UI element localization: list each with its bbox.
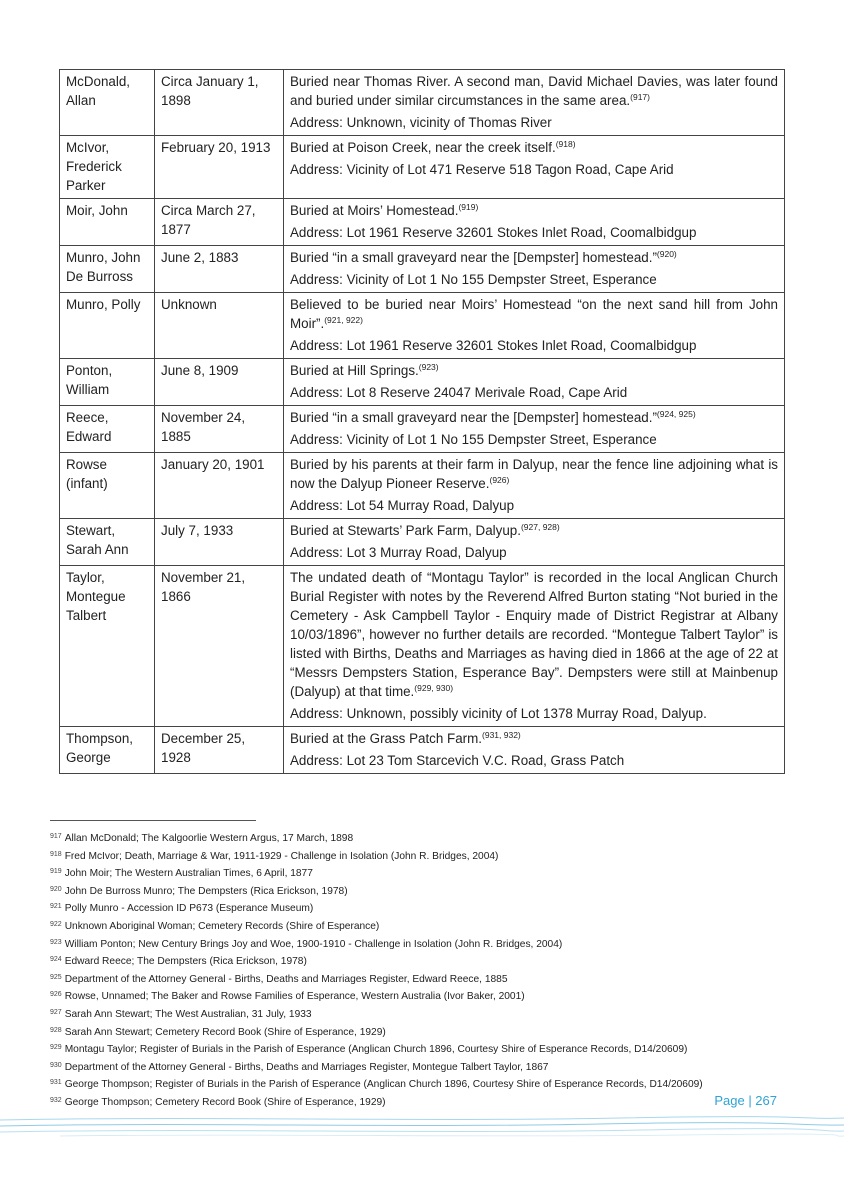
burial-address: Address: Vicinity of Lot 471 Reserve 518 Tagon Road, Cape Arid: [290, 162, 674, 177]
footnote-divider: [50, 820, 256, 821]
date-cell: [155, 70, 284, 136]
burial-address: Address: Vicinity of Lot 1 No 155 Dempster Street, Esperance: [290, 272, 657, 287]
footnote-reference: (924, 925): [656, 409, 696, 419]
description-text: Buried at Stewarts’ Park Farm, Dalyup.: [290, 523, 521, 538]
footnote: [50, 882, 810, 900]
name-cell: [60, 293, 155, 359]
footnote: [50, 970, 810, 988]
burial-date: February 20, 1913: [161, 140, 271, 155]
footnote: [50, 1023, 810, 1041]
footnote-number: 931: [50, 1079, 62, 1087]
burial-description: [290, 408, 778, 427]
detail-cell: [284, 136, 785, 199]
footnote: [50, 917, 810, 935]
footnote-number: 917: [50, 833, 62, 840]
footnote-number: 926: [50, 991, 62, 999]
footnotes-list: [50, 829, 810, 1111]
detail-cell: [284, 359, 785, 406]
burial-date: December 25, 1928: [161, 731, 246, 765]
detail-cell: [284, 727, 785, 774]
person-name: McIvor, Frederick Parker: [66, 140, 122, 193]
footnote-reference: (927, 928): [520, 522, 560, 532]
footnote-number: 925: [50, 973, 62, 981]
footnote-number: 924: [50, 956, 62, 964]
table-row: [60, 566, 785, 727]
burial-description: [290, 521, 778, 540]
date-cell: [155, 453, 284, 519]
burial-date: November 21, 1866: [161, 570, 246, 604]
footnote: [50, 1058, 810, 1076]
burial-address: Address: Lot 54 Murray Road, Dalyup: [290, 498, 515, 513]
footnote: [50, 935, 810, 953]
table-row: [60, 199, 785, 246]
name-cell: [60, 566, 155, 727]
footer-wave-decoration: [0, 1108, 844, 1144]
name-cell: [60, 359, 155, 406]
table-row: [60, 519, 785, 566]
burial-address: Address: Unknown, possibly vicinity of Lot 1378 Murray Road, Dalyup.: [290, 706, 707, 721]
description-text: Buried at Poison Creek, near the creek itself.: [290, 140, 556, 155]
footnote-text: George Thompson; Register of Burials in the Parish of Esperance (Anglican Church 1896, Courtesy Shire of Esperance Records, D14/20609): [64, 1079, 703, 1091]
footnote-number: 921: [50, 903, 62, 911]
detail-cell: [284, 406, 785, 453]
wave-line-4: [60, 1134, 844, 1136]
detail-cell: [284, 293, 785, 359]
footnote: [50, 1040, 810, 1058]
description-text: Buried “in a small graveyard near the [Dempster] homestead.”: [290, 250, 657, 265]
burial-description: [290, 729, 778, 748]
footnote-text: Fred McIvor; Death, Marriage & War, 1911-1929 - Challenge in Isolation (John R. Bridges, 2004): [64, 850, 499, 862]
footnote-number: 928: [50, 1026, 62, 1034]
table-row: [60, 406, 785, 453]
footnote-reference: (931, 932): [482, 730, 521, 740]
footnote-number: 932: [50, 1096, 62, 1104]
footnote: [50, 987, 810, 1005]
footnote-text: Department of the Attorney General - Births, Deaths and Marriages Register, Edward Reece, 1885: [64, 973, 508, 985]
person-name: Munro, Polly: [66, 297, 141, 312]
footnote: [50, 952, 810, 970]
page-number: Page | 267: [714, 1093, 777, 1108]
burial-date: January 20, 1901: [161, 457, 265, 472]
burial-description: [290, 201, 778, 220]
footnote-number: 930: [50, 1061, 62, 1069]
burial-description: [290, 568, 778, 701]
detail-cell: [284, 246, 785, 293]
burial-address: Address: Vicinity of Lot 1 No 155 Dempster Street, Esperance: [290, 432, 657, 447]
name-cell: [60, 199, 155, 246]
footnote-text: Allan McDonald; The Kalgoorlie Western Argus, 17 March, 1898: [64, 833, 354, 844]
description-text: Buried by his parents at their farm in Dalyup, near the fence line adjoining what is now the Dalyup Pioneer Reserve.: [290, 457, 778, 491]
footnote-number: 929: [50, 1044, 62, 1052]
burial-address: Address: Lot 23 Tom Starcevich V.C. Road, Grass Patch: [290, 753, 625, 768]
table-row: [60, 70, 785, 136]
footnote: [50, 1005, 810, 1023]
person-name: Taylor, Montegue Talbert: [66, 570, 126, 623]
footnote-text: Montagu Taylor; Register of Burials in the Parish of Esperance (Anglican Church 1896, Courtesy Shire of Esperance Records, D14/20609): [64, 1044, 688, 1056]
footnote-reference: (929, 930): [414, 683, 454, 693]
description-text: Buried “in a small graveyard near the [Dempster] homestead.”: [290, 410, 657, 425]
table-row: [60, 246, 785, 293]
footnote: [50, 829, 810, 847]
description-text: Buried at Moirs’ Homestead.: [290, 203, 459, 218]
burial-address: Address: Lot 1961 Reserve 32601 Stokes Inlet Road, Coomalbidgup: [290, 338, 697, 353]
footnote-text: Edward Reece; The Dempsters (Rica Erickson, 1978): [64, 956, 307, 968]
name-cell: [60, 406, 155, 453]
footnote-number: 918: [50, 850, 62, 858]
footnote-text: George Thompson; Cemetery Record Book (Shire of Esperance, 1929): [64, 1096, 386, 1108]
date-cell: [155, 727, 284, 774]
table-row: [60, 293, 785, 359]
footnote-text: Sarah Ann Stewart; The West Australian, 31 July, 1933: [64, 1008, 312, 1020]
table-body: [60, 70, 785, 774]
date-cell: [155, 519, 284, 566]
footnote-reference: (920): [656, 249, 677, 259]
footnote-text: Rowse, Unnamed; The Baker and Rowse Families of Esperance, Western Australia (Ivor Baker, 2001): [64, 991, 525, 1003]
footnote-number: 927: [50, 1008, 62, 1016]
footnote: [50, 864, 810, 882]
date-cell: [155, 406, 284, 453]
person-name: Rowse (infant): [66, 457, 108, 491]
detail-cell: [284, 566, 785, 727]
footnote-text: John De Burross Munro; The Dempsters (Rica Erickson, 1978): [64, 885, 348, 897]
table-row: [60, 727, 785, 774]
burial-description: [290, 138, 778, 157]
footnote-text: Sarah Ann Stewart; Cemetery Record Book (Shire of Esperance, 1929): [64, 1026, 386, 1038]
burial-address: Address: Lot 3 Murray Road, Dalyup: [290, 545, 507, 560]
burial-address: Address: Unknown, vicinity of Thomas River: [290, 115, 552, 130]
name-cell: [60, 453, 155, 519]
burial-date: June 2, 1883: [161, 250, 239, 265]
table-row: [60, 453, 785, 519]
person-name: Stewart, Sarah Ann: [66, 523, 129, 557]
table-row: [60, 136, 785, 199]
person-name: McDonald, Allan: [66, 74, 131, 108]
footnote-reference: (919): [458, 202, 479, 212]
date-cell: [155, 566, 284, 727]
wave-line-1: [0, 1117, 844, 1120]
footnote-reference: (923): [418, 362, 439, 372]
footnote: [50, 847, 810, 865]
date-cell: [155, 293, 284, 359]
burial-date: July 7, 1933: [161, 523, 234, 538]
description-text: Buried at Hill Springs.: [290, 363, 419, 378]
footnote-reference: (926): [489, 475, 510, 485]
footnote-number: 923: [50, 938, 62, 946]
person-name: Moir, John: [66, 203, 128, 218]
person-name: Ponton, William: [66, 363, 113, 397]
wave-line-3: [0, 1129, 844, 1132]
name-cell: [60, 727, 155, 774]
person-name: Munro, John De Burross: [66, 250, 141, 284]
detail-cell: [284, 519, 785, 566]
burial-description: [290, 361, 778, 380]
person-name: Reece, Edward: [66, 410, 112, 444]
description-text: Believed to be buried near Moirs’ Homestead “on the next sand hill from John Moir”.: [290, 297, 778, 331]
detail-cell: [284, 70, 785, 136]
burial-date: Unknown: [161, 297, 217, 312]
burial-date: June 8, 1909: [161, 363, 239, 378]
wave-line-2: [0, 1123, 844, 1126]
burial-date: Circa January 1, 1898: [161, 74, 259, 108]
footnote-reference: (918): [555, 139, 576, 149]
date-cell: [155, 136, 284, 199]
footnote-reference: (921, 922): [324, 315, 363, 325]
date-cell: [155, 199, 284, 246]
burial-description: [290, 295, 778, 333]
burial-description: [290, 455, 778, 493]
footnote-number: 922: [50, 920, 62, 928]
table-row: [60, 359, 785, 406]
burial-records-table: [59, 69, 785, 774]
burial-address: Address: Lot 8 Reserve 24047 Merivale Road, Cape Arid: [290, 385, 628, 400]
burial-address: Address: Lot 1961 Reserve 32601 Stokes Inlet Road, Coomalbidgup: [290, 225, 697, 240]
footnote-text: Department of the Attorney General - Births, Deaths and Marriages Register, Montegue Talbert Taylor, 1867: [64, 1061, 549, 1073]
footnote-text: William Ponton; New Century Brings Joy and Woe, 1900-1910 - Challenge in Isolation (John R. Bridges, 2004): [64, 938, 563, 950]
detail-cell: [284, 453, 785, 519]
footnote-text: John Moir; The Western Australian Times, 6 April, 1877: [64, 868, 313, 880]
name-cell: [60, 70, 155, 136]
description-text: Buried at the Grass Patch Farm.: [290, 731, 483, 746]
footnote: [50, 899, 810, 917]
name-cell: [60, 136, 155, 199]
description-text: The undated death of “Montagu Taylor” is recorded in the local Anglican Church Burial Register with notes by the Reverend Alfred Burton stating “Not buried in the Cemetery - Ask Campbell Taylor - Enquiry made of District Registrar at Albany 10/03/1896”, however no further details are recorded. “Montegue Talbert Taylor” is listed with Births, Deaths and Marriages as having died in 1866 at the age of 22 at “Messrs Dempsters Station, Esperance Bay”. Dempsters were still at Mainbenup (Dalyup) at that time.: [290, 570, 778, 699]
burial-description: [290, 248, 778, 267]
name-cell: [60, 519, 155, 566]
footnote: [50, 1075, 810, 1093]
burial-date: Circa March 27, 1877: [161, 203, 256, 237]
footnote-reference: (917): [630, 92, 650, 102]
detail-cell: [284, 199, 785, 246]
date-cell: [155, 246, 284, 293]
footnote-text: Polly Munro - Accession ID P673 (Esperance Museum): [64, 903, 314, 915]
footnote-number: 920: [50, 885, 62, 893]
person-name: Thompson, George: [66, 731, 133, 765]
burial-date: November 24, 1885: [161, 410, 246, 444]
description-text: Buried near Thomas River. A second man, David Michael Davies, was later found and buried under similar circumstances in the same area.: [290, 74, 778, 108]
name-cell: [60, 246, 155, 293]
date-cell: [155, 359, 284, 406]
burial-description: [290, 72, 778, 110]
footnote-number: 919: [50, 868, 62, 876]
footnote-text: Unknown Aboriginal Woman; Cemetery Records (Shire of Esperance): [64, 920, 380, 932]
